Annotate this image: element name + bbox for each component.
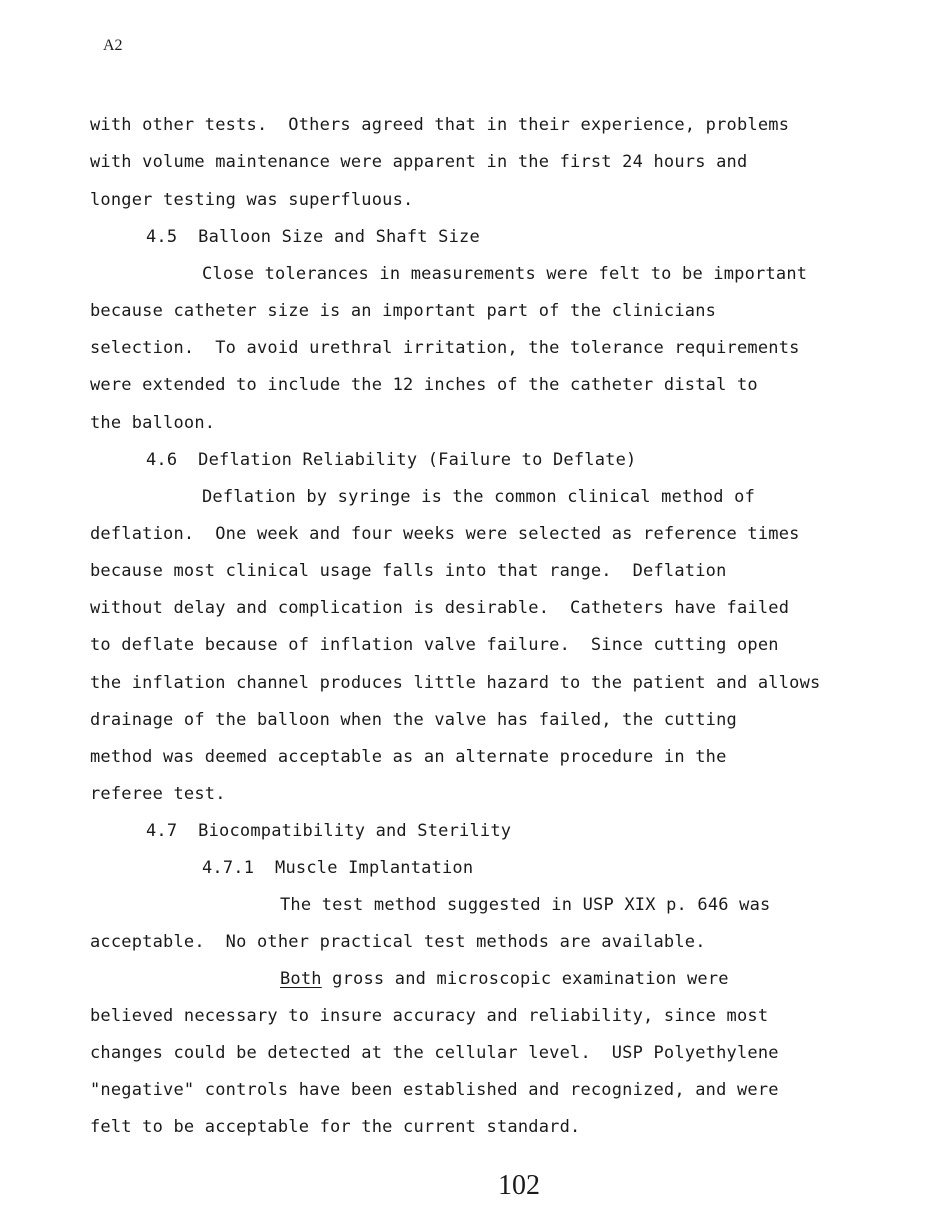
section-heading-4-5: 4.5 Balloon Size and Shaft Size [146,227,480,247]
body-text-line: the inflation channel produces little hazard to the patient and allows [90,673,821,693]
body-text-line: believed necessary to insure accuracy and reliability, since most [90,1006,769,1026]
body-text-line: were extended to include the 12 inches of the catheter distal to [90,375,758,395]
body-text-line: because most clinical usage falls into that range. Deflation [90,561,727,581]
body-text-line: the balloon. [90,413,216,433]
subsection-heading-4-7-1: 4.7.1 Muscle Implantation [202,858,474,878]
body-text-line: to deflate because of inflation valve failure. Since cutting open [90,635,779,655]
body-text-line: selection. To avoid urethral irritation, the tolerance requirements [90,338,800,358]
section-heading-4-7: 4.7 Biocompatibility and Sterility [146,821,512,841]
page-code: A2 [103,37,123,54]
body-text-line: The test method suggested in USP XIX p. 646 was [280,895,771,915]
line-remainder: gross and microscopic examination were [321,969,729,989]
body-text-line: felt to be acceptable for the current standard. [90,1117,581,1137]
body-text-line: because catheter size is an important part of the clinicians [90,301,717,321]
body-text-line: longer testing was superfluous. [90,190,414,210]
body-text-line: Deflation by syringe is the common clinical method of [202,487,756,507]
underlined-word: Both [280,969,322,989]
body-text-line: deflation. One week and four weeks were selected as reference times [90,524,800,544]
body-text-line: Close tolerances in measurements were felt to be important [202,264,808,284]
body-text-line: acceptable. No other practical test methods are available. [90,932,706,952]
body-text-line: "negative" controls have been established and recognized, and were [90,1080,779,1100]
body-text-line: drainage of the balloon when the valve has failed, the cutting [90,710,737,730]
body-text-line: with volume maintenance were apparent in the first 24 hours and [90,152,748,172]
body-text-line: with other tests. Others agreed that in their experience, problems [90,115,790,135]
body-text-line: without delay and complication is desirable. Catheters have failed [90,598,790,618]
body-text-line: changes could be detected at the cellular level. USP Polyethylene [90,1043,779,1063]
page-number: 102 [498,1170,540,1201]
body-text-line: referee test. [90,784,226,804]
body-text-line: method was deemed acceptable as an alternate procedure in the [90,747,727,767]
body-text-line [280,968,729,990]
section-heading-4-6: 4.6 Deflation Reliability (Failure to Deflate) [146,450,637,470]
